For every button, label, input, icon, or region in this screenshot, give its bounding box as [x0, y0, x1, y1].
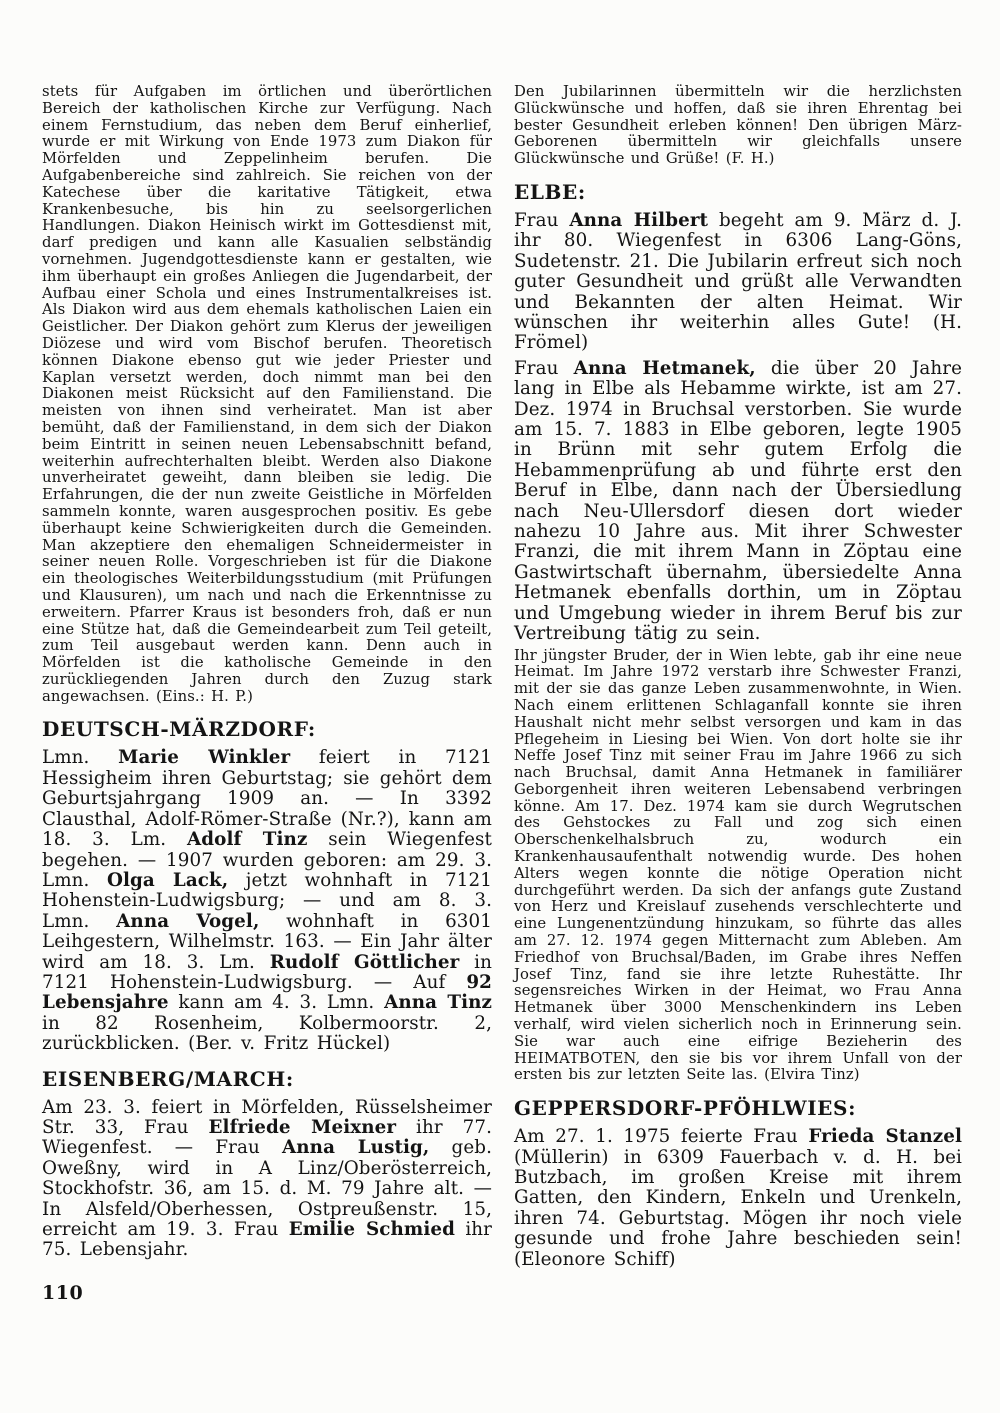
right-column	[514, 84, 962, 1270]
section-eisenberg-march-paragraph: Am 23. 3. feiert in Mörfelden, Rüsselsheimer Str. 33, Frau Elfriede Meixner ihr 77. Wiegenfest. — Frau Anna Lustig, geb. Oweßny, wird in A Linz/Oberösterreich, Stockhofstr. 36, am 15. d. M. 79 Jahre alt. — In Alsfeld/Oberhessen, Ostpreußenstr. 15, erreicht am 19. 3. Frau Emilie Schmied ihr 75. Lebensjahr.	[42, 1096, 493, 1261]
left-column	[42, 84, 492, 1270]
page-number: 110	[42, 1282, 84, 1304]
section-deutsch-maerzdorf-paragraph: Lmn. Marie Winkler feiert in 7121 Hessigheim ihren Geburtstag; sie gehört dem Geburtsjahrgang 1909 an. — In 3392 Clausthal, Adolf-Römer-Straße (Nr.?), kann am 18. 3. Lm. Adolf Tinz sein Wiegenfest begehen. — 1907 wurden geboren: am 29. 3. Lmn. Olga Lack, jetzt wohnhaft in 7121 Hohenstein-Ludwigsburg; — und am 8. 3. Lmn. Anna Vogel, wohnhaft in 6301 Leihgestern, Wilhelmstr. 163. — Ein Jahr älter wird am 18. 3. Lm. Rudolf Göttlicher in 7121 Hohenstein-Ludwigsburg. — Auf 92 Lebensjahre kann am 4. 3. Lmn. Anna Tinz in 82 Rosenheim, Kolbermoorstr. 2, zurückblicken. (Ber. v. Fritz Hückel)	[42, 747, 492, 1055]
anna-hilbert-paragraph: Frau Anna Hilbert begeht am 9. März d. J. ihr 80. Wiegenfest in 6306 Lang-Göns, Sudetenstr. 21. Die Jubilarin erfreut sich noch guter Gesundheit und grüßt alle Verwandten und Bekannten der alten Heimat. Wir wünschen ihr weiterhin alles Gute! (H. Frömel)	[514, 209, 962, 354]
section-heading-elbe: ELBE:	[514, 179, 586, 204]
section-heading-geppersdorf-pfoehlwies: GEPPERSDORF-PFÖHLWIES:	[514, 1096, 857, 1121]
anna-hetmanek-obituary-paragraph: Frau Anna Hetmanek, die über 20 Jahre lang in Elbe als Hebamme wirkte, ist am 27. Dez. 1974 in Bruchsal verstorben. Sie wurde am 15. 7. 1883 in Elbe geboren, legte 1905 in Brünn mit sehr gutem Erfolg die Hebammenprüfung ab und führte erst den Beruf in Elbe, dann nach der Übersiedlung nach Neu-Ullersdorf diesen dort wieder nahezu 10 Jahre aus. Mit ihrer Schwester Franzi, die mit ihrem Mann in Zöptau eine Gastwirtschaft übernahm, übersiedelte Anna Hetmanek ebenfalls dorthin, um in Zöptau und Umgebung wieder in ihrem Beruf bis zur Vertreibung tätig zu sein.	[514, 357, 962, 645]
frieda-stanzel-paragraph: Am 27. 1. 1975 feierte Frau Frieda Stanzel (Müllerin) in 6309 Fauerbach v. d. H. bei Butzbach, im großen Kreise mit ihrem Gatten, den Kindern, Enkeln und Urenkeln, ihren 74. Geburtstag. Mögen ihr noch viele gesunde und frohe Jahre beschieden sein! (Eleonore Schiff)	[514, 1126, 962, 1270]
section-heading-eisenberg-march: EISENBERG/MARCH:	[42, 1066, 294, 1091]
section-heading-deutsch-maerzdorf: DEUTSCH-MÄRZDORF:	[42, 717, 316, 742]
jubilarinnen-greeting-paragraph: Den Jubilarinnen übermitteln wir die herzlichsten Glückwünsche und hoffen, daß sie ihren Ehrentag bei bester Gesundheit erleben können! Den übrigen März-Geborenen übermitteln wir gleichfalls unsere Glückwünsche und Grüße! (F. H.)	[514, 83, 962, 168]
anna-hetmanek-detail-paragraph: Ihr jüngster Bruder, der in Wien lebte, gab ihr eine neue Heimat. Im Jahre 1972 verstarb ihre Schwester Franzi, mit der sie das ganze Leben zusammenwohnte, in Wien. Nach einem erlittenen Schlaganfall konnte sie ihren Haushalt nicht mehr selbst versorgen und kam in das Pflegeheim in Liesing bei Wien. Von dort holte sie ihr Neffe Josef Tinz mit seiner Frau im Jahre 1966 zu sich nach Bruchsal, damit Anna Hetmanek in familiärer Geborgenheit ihren weiteren Lebensabend verbringen könne. Am 17. Dez. 1974 kam sie durch Wegrutschen des Gehstockes zu Fall und zog sich einen Oberschenkelhalsbruch zu, wodurch ein Krankenhausaufenthalt notwendig wurde. Des hohen Alters wegen konnte die nötige Operation nicht durchgeführt werden. Da sich der anfangs gute Zustand von Herz und Kreislauf zusehends verschlechterte und eine Lungenentzündung hinzukam, so führte das alles am 27. 12. 1974 gegen Mitternacht zum Ableben. Am Friedhof von Bruchsal/Baden, im Grabe ihres Neffen Josef Tinz, fand sie ihre letzte Ruhestätte. Ihr segensreiches Wirken in der Heimat, wo Frau Anna Hetmanek über 3000 Menschenkindern ins Leben verhalf, wird vielen sicherlich noch in Erinnerung sein. Sie war auch eine eifrige Bezieherin des HEIMATBOTEN, den sie bis vor ihrem Unfall von der ersten bis zur letzten Seite las. (Elvira Tinz)	[514, 646, 962, 1084]
article-diakon-continuation-paragraph: stets für Aufgaben im örtlichen und überörtlichen Bereich der katholischen Kirche zur Verfügung. Nach einem Fernstudium, das neben dem Beruf einherlief, wurde er mit Wirkung von Ende 1973 zum Diakon für Mörfelden und Zeppelinheim berufen. Die Aufgabenbereiche sind zahlreich. Sie reichen von der Katechese über die karitative Tätigkeit, etwa Krankenbesuche, bis hin zu seelsorgerlichen Handlungen. Diakon Heinisch wirkt im Gottesdienst mit, darf predigen und kann alle Kasualien selbständig vornehmen. Jugendgottesdienste kann er gestalten, wie ihm überhaupt ein großes Anliegen die Jugendarbeit, der Aufbau einer Schola und eines Instrumentalkreises ist. Als Diakon wird aus dem ehemals katholischen Laien ein Geistlicher. Der Diakon gehört zum Klerus der jeweiligen Diözese und wird vom Bischof berufen. Theoretisch können Diakone ebenso gut wie jeder Priester und Kaplan versetzt werden, doch nimmt man bei den Diakonen meist Rücksicht auf den Familienstand. Die meisten von ihnen sind verheiratet. Man ist aber bemüht, daß der Familienstand, in dem sich der Diakon beim Eintritt in seinen neuen Lebensabschnitt befand, weiterhin aufrechterhalten bleibt. Werden also Diakone unverheiratet geweiht, dann bleiben sie ledig. Die Erfahrungen, die der nun zweite Geistliche in Mörfelden sammeln konnte, waren ausgesprochen positiv. Es gebe überhaupt keine Schwierigkeiten durch die Gemeinden. Man akzeptiere den ehemaligen Schneidermeister in seiner neuen Rolle. Vorgeschrieben ist für die Diakone ein theologisches Weiterbildungsstudium (mit Prüfungen und Klausuren), um nach und nach die Erkenntnisse zu erweitern. Pfarrer Kraus ist besonders froh, daß er nun eine Stütze hat, daß die Gemeindearbeit zum Teil geteilt, zum Teil ausgebaut werden kann. Denn auch in Mörfelden ist die katholische Gemeinde in den zurückliegenden Jahren durch den Zuzug stark angewachsen. (Eins.: H. P.)	[42, 83, 492, 705]
